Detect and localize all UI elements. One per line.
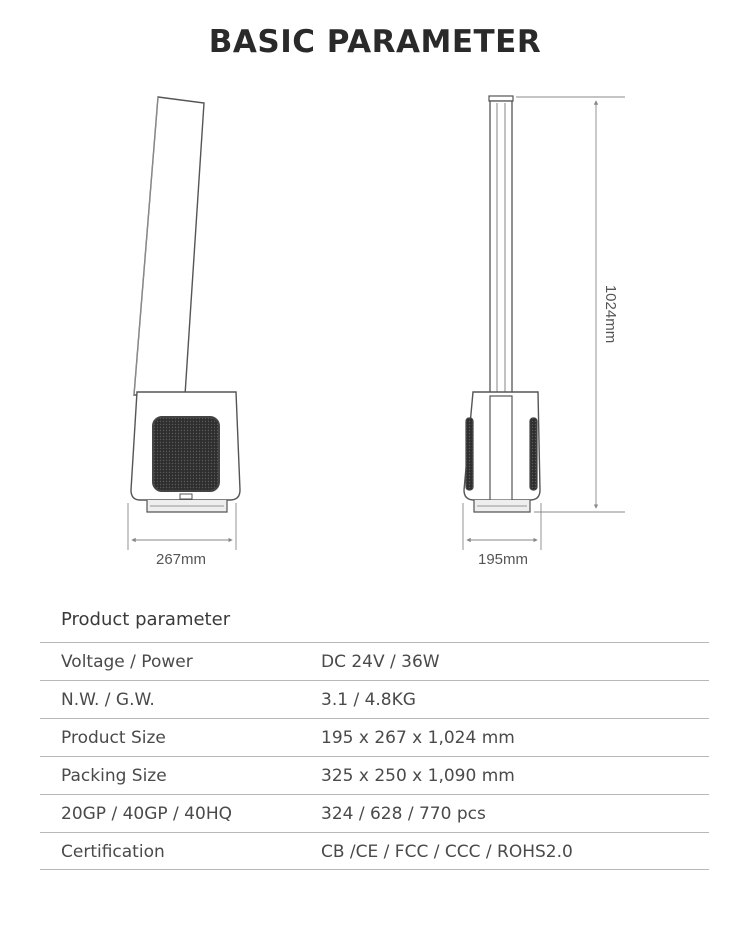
parameter-value: CB /CE / FCC / CCC / ROHS2.0: [321, 842, 573, 862]
parameter-row: [40, 756, 709, 794]
side-view-grille: [153, 417, 219, 491]
height-label: 1024mm: [602, 284, 619, 344]
side-width-dimension: [128, 503, 236, 568]
parameter-value: DC 24V / 36W: [321, 652, 440, 672]
parameter-label: Certification: [61, 842, 165, 862]
front-view-left-grille: [466, 418, 473, 490]
front-view-column: [490, 101, 512, 396]
parameter-heading: Product parameter: [61, 609, 231, 630]
parameter-row: [40, 794, 709, 832]
parameter-row: [40, 680, 709, 718]
parameter-label: Voltage / Power: [61, 652, 193, 672]
parameter-label: 20GP / 40GP / 40HQ: [61, 804, 232, 824]
page-title: BASIC PARAMETER: [208, 24, 542, 60]
parameter-row: [40, 832, 709, 870]
parameter-value: 324 / 628 / 770 pcs: [321, 804, 486, 824]
front-width-dimension: [463, 503, 541, 568]
parameter-row: [40, 718, 709, 756]
side-width-label: 267mm: [155, 551, 207, 568]
parameter-label: Product Size: [61, 728, 166, 748]
side-view-drawing: [131, 97, 240, 512]
front-width-label: 195mm: [477, 551, 529, 568]
parameter-label: Packing Size: [61, 766, 167, 786]
parameter-value: 195 x 267 x 1,024 mm: [321, 728, 515, 748]
parameter-value: 325 x 250 x 1,090 mm: [321, 766, 515, 786]
parameter-table: [40, 642, 709, 870]
front-view-drawing: [464, 96, 540, 512]
front-view-right-grille: [530, 418, 537, 490]
front-view-cap: [489, 96, 513, 101]
parameter-label: N.W. / G.W.: [61, 690, 155, 710]
parameter-row: [40, 642, 709, 680]
side-view-tower: [134, 97, 204, 395]
parameter-value: 3.1 / 4.8KG: [321, 690, 416, 710]
